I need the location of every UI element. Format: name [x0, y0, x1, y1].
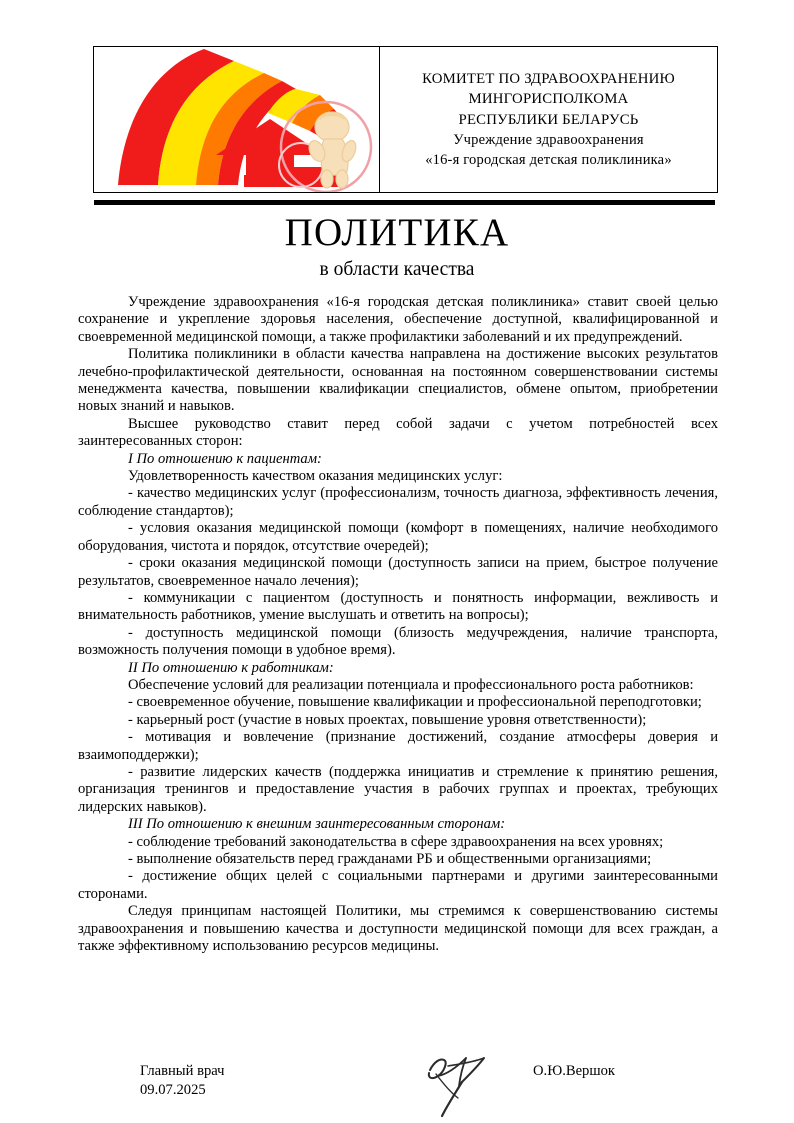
paragraph-management-tasks: Высшее руководство ставит перед собой задачи с учетом потребностей всех заинтересованных сторон:: [78, 415, 718, 450]
signer-name: О.Ю.Вершок: [533, 1063, 615, 1079]
section-heading-1: I По отношению к пациентам:: [128, 450, 322, 467]
section-2-lead: Обеспечение условий для реализации потенциала и профессионального роста работников:: [128, 676, 694, 693]
paragraph-intro-2: Политика поликлиники в области качества направлена на достижение высоких результатов лечебно-профилактической деятельности, основанная на постоянном совершенствовании системы менеджмента качества, повышении квалификации специалистов, обмене опытом, приобретении новых знаний и навыков.: [78, 346, 718, 415]
list-item: - выполнение обязательств перед гражданами РБ и общественными организациями;: [128, 851, 652, 867]
handwritten-signature-icon: [418, 1052, 528, 1118]
list-item: - своевременное обучение, повышение квалификации и профессиональной переподготовки;: [128, 694, 702, 711]
letterhead-row: [94, 47, 718, 193]
clinic-logo: [94, 47, 379, 192]
list-item: - условия оказания медицинской помощи (комфорт в помещениях, наличие необходимого оборудования, чистота и порядок, отсутствие очередей);: [78, 520, 718, 554]
organization-name-block: [380, 65, 717, 174]
list-item: - соблюдение требований законодательства в сфере здравоохранения на всех уровнях;: [128, 833, 664, 850]
signature-date: 09.07.2025: [140, 1082, 206, 1098]
organization-cell: [380, 47, 718, 193]
letterhead-table: [93, 46, 718, 193]
list-item: - достижение общих целей с социальными партнерами и другими заинтересованными сторонами.: [78, 868, 718, 902]
list-item: - коммуникации с пациентом (доступность и понятность информации, вежливость и внимательность работников, умение выслушать и ответить на вопросы);: [78, 589, 718, 624]
signature-block: [78, 1062, 718, 1098]
section-1-lead: Удовлетворенность качеством оказания медицинских услуг:: [128, 468, 503, 485]
logo-cell: [94, 47, 380, 193]
document-body: [78, 294, 718, 955]
signature-row: [78, 1062, 718, 1098]
page-subtitle: в области качества: [319, 259, 475, 280]
paragraph-closing: Следуя принципам настоящей Политики, мы стремимся к совершенствованию системы здравоохранения и повышению качества и доступности медицинской помощи для всех граждан, а также эффективному использованию ресурсов медицины.: [78, 903, 718, 955]
clinic-logo-arcs-with-child-icon: [96, 47, 377, 192]
paragraph-intro-1: Учреждение здравоохранения «16-я городская детская поликлиника» ставит своей целью сохранение и укрепление здоровья населения, обеспечение доступной, квалифицированной и своевременной медицинской помощи, а также профилактики заболеваний и их предупреждений.: [78, 294, 718, 345]
section-heading-3: III По отношению к внешним заинтересованным сторонам:: [128, 816, 506, 833]
page-title: ПОЛИТИКА: [284, 211, 510, 254]
list-item: - сроки оказания медицинской помощи (доступность записи на прием, быстрое получение результатов, своевременное начало лечения);: [78, 555, 718, 589]
org-line-5: «16-я городская детская поликлиника»: [425, 152, 672, 169]
org-line-3: РЕСПУБЛИКИ БЕЛАРУСЬ: [458, 111, 639, 128]
org-line-1: КОМИТЕТ ПО ЗДРАВООХРАНЕНИЮ: [422, 70, 675, 87]
list-item: - мотивация и вовлечение (признание достижений, создание атмосферы доверия и взаимоподдержки);: [78, 729, 718, 763]
header-divider-rule: [94, 200, 715, 205]
list-item: - качество медицинских услуг (профессионализм, точность диагноза, эффективность лечения, соблюдение стандартов);: [78, 485, 718, 519]
org-line-2: МИНГОРИСПОЛКОМА: [468, 91, 629, 108]
list-item: - доступность медицинской помощи (близость медучреждения, наличие транспорта, возможность получения помощи в удобное время).: [78, 624, 718, 659]
section-heading-2: II По отношению к работникам:: [128, 659, 334, 676]
org-line-4: Учреждение здравоохранения: [453, 132, 644, 149]
signer-position: Главный врач: [140, 1063, 225, 1079]
list-item: - развитие лидерских качеств (поддержка инициатив и стремление к принятию решения, организация тренингов и предоставление участия в рабочих группах и проектах, требующих лидерских навыков).: [78, 763, 718, 815]
list-item: - карьерный рост (участие в новых проектах, повышение уровня ответственности);: [128, 711, 647, 728]
